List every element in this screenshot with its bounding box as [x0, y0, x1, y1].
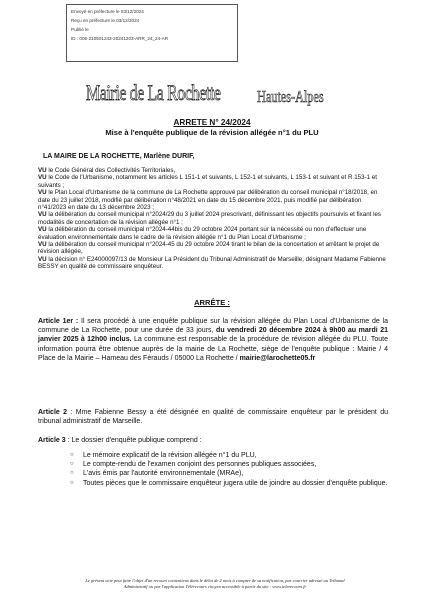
circle-bullet-icon: ○	[70, 479, 74, 486]
vu-item: VU le Code Général des Collectivités Territoriales,	[38, 167, 176, 174]
list-item: ○ Le mémoire explicatif de la révision allégée n°1 du PLU,	[70, 452, 257, 459]
footer-line: Le présent acte peut faire l'objet d'un recours contentieux dans le délai de 2 mois à compter de sa notification, par courrier adressé au Tribunal	[85, 578, 345, 583]
stamp-id-line: ID : 005-210501243-20241203-ARR_24_24-AR	[71, 36, 169, 41]
article-1: Article 1er : Il sera procédé à une enquête publique sur la révision allégée du Plan Local d'Urbanisme de la commune de La Rochette, pour une durée de 33 jours, du vendredi 20 décembre 2024 à 9h00 au mardi 21 janvier 2025 à 12h00 inclus. La commune est responsable de la procédure de révision allégée du PLU. Toute information pourra être obtenue auprès de la mairie de La Rochette, siège de l'enquête publique : Mairie / 4 Place de la Mairie – Hameau des Férauds / 05000 La Rochette / mairie@larochette05.fr	[38, 318, 388, 362]
stamp-received-line: Reçu en préfecture le 03/12/2024	[71, 18, 140, 23]
circle-bullet-icon: ○	[70, 470, 74, 477]
vu-item: VU la délibération du conseil municipal n°2024-45 du 29 octobre 2024 tirant le bilan de la concertation et arrêtant le projet de révision allégée,	[38, 241, 380, 256]
mairie-title: Mairie de La Rochette	[86, 80, 221, 105]
article-1-label: Article 1er :	[38, 318, 79, 325]
decree-heading: ARRÊTE :	[194, 298, 230, 307]
article-2-label: Article 2	[38, 409, 68, 416]
stamp-published-line: Publié le	[71, 27, 89, 32]
stamp-sent-line: Envoyé en préfecture le 03/12/2024	[71, 9, 144, 14]
vu-item: VU la délibération du conseil municipal n°2024/29 du 3 juillet 2024 prescrivant, définissant les objectifs poursuivis et fixant les modalités de concertation de la révision allégée n°1 ;	[38, 211, 382, 226]
region-title: Hautes-Alpes	[257, 87, 324, 106]
list-item: ○ Toutes pièces que le commissaire enquêteur jugera utile de joindre au dossier d'enquête publique.	[70, 479, 388, 487]
vu-block	[38, 167, 388, 271]
mairie-email-link[interactable]: mairie@larochette05.fr	[239, 354, 316, 362]
list-item: ○ L'avis émis par l'autorité environnementale (MRAe),	[70, 470, 244, 478]
arrete-subtitle: Mise à l'enquête publique de la révision allégée n°1 du PLU	[105, 128, 319, 137]
circle-bullet-icon: ○	[70, 452, 74, 458]
article-3: Article 3 : Le dossier d'enquête publique comprend :	[38, 437, 202, 444]
article-3-label: Article 3	[38, 437, 66, 444]
footer-line: Administratif ou par l'application Télérecours citoyen accessible à partir du site : www.telerecours.fr	[123, 584, 307, 589]
article-2: Article 2 : Mme Fabienne Bessy a été désignée en qualité de commissaire enquêteur par le président du tribunal administratif de Marseille.	[38, 409, 388, 426]
list-item: ○ Le compte-rendu de l'examen conjoint des personnes publiques associées,	[70, 461, 317, 469]
mayor-heading: LA MAIRE DE LA ROCHETTE, Marlène DURIF,	[43, 153, 195, 160]
prefecture-stamp	[66, 4, 238, 62]
vu-item: VU le Plan Local d'Urbanisme de la commune de La Rochette approuvé par délibération du conseil municipal n°18/2018, en date du 23 juillet 2018, modifié par délibération n°48/2021 en date du 15 décembre 2021, puis modifié par délibération n°41/2023 en date du 13 décembre 2023 ;	[38, 189, 378, 212]
legal-footer	[30, 578, 400, 590]
vu-item: VU la décision n° E24000097/13 de Monsieur La Président du Tribunal Administratif de Marseille, désignant Madame Fabienne BESSY en qualité de commissaire enquêteur.	[38, 255, 386, 271]
circle-bullet-icon: ○	[70, 461, 74, 468]
vu-item: VU la délibération du conseil municipal n°2024-44bis du 29 octobre 2024 portant sur la nécessité ou non d'effectuer une évaluation environnementale dans le cadre de la révision allégée n°1 du Plan Local d'Urbanisme ;	[38, 226, 367, 241]
arrete-number: ARRETE N° 24/2024	[173, 118, 251, 127]
vu-item: VU le Code de l'Urbanisme, notamment les articles L 151-1 et suivants, L 152-1 et suivants, L 153-1 et suivant et R 153-1 et suivants ;	[38, 174, 377, 189]
dossier-list	[70, 451, 390, 488]
